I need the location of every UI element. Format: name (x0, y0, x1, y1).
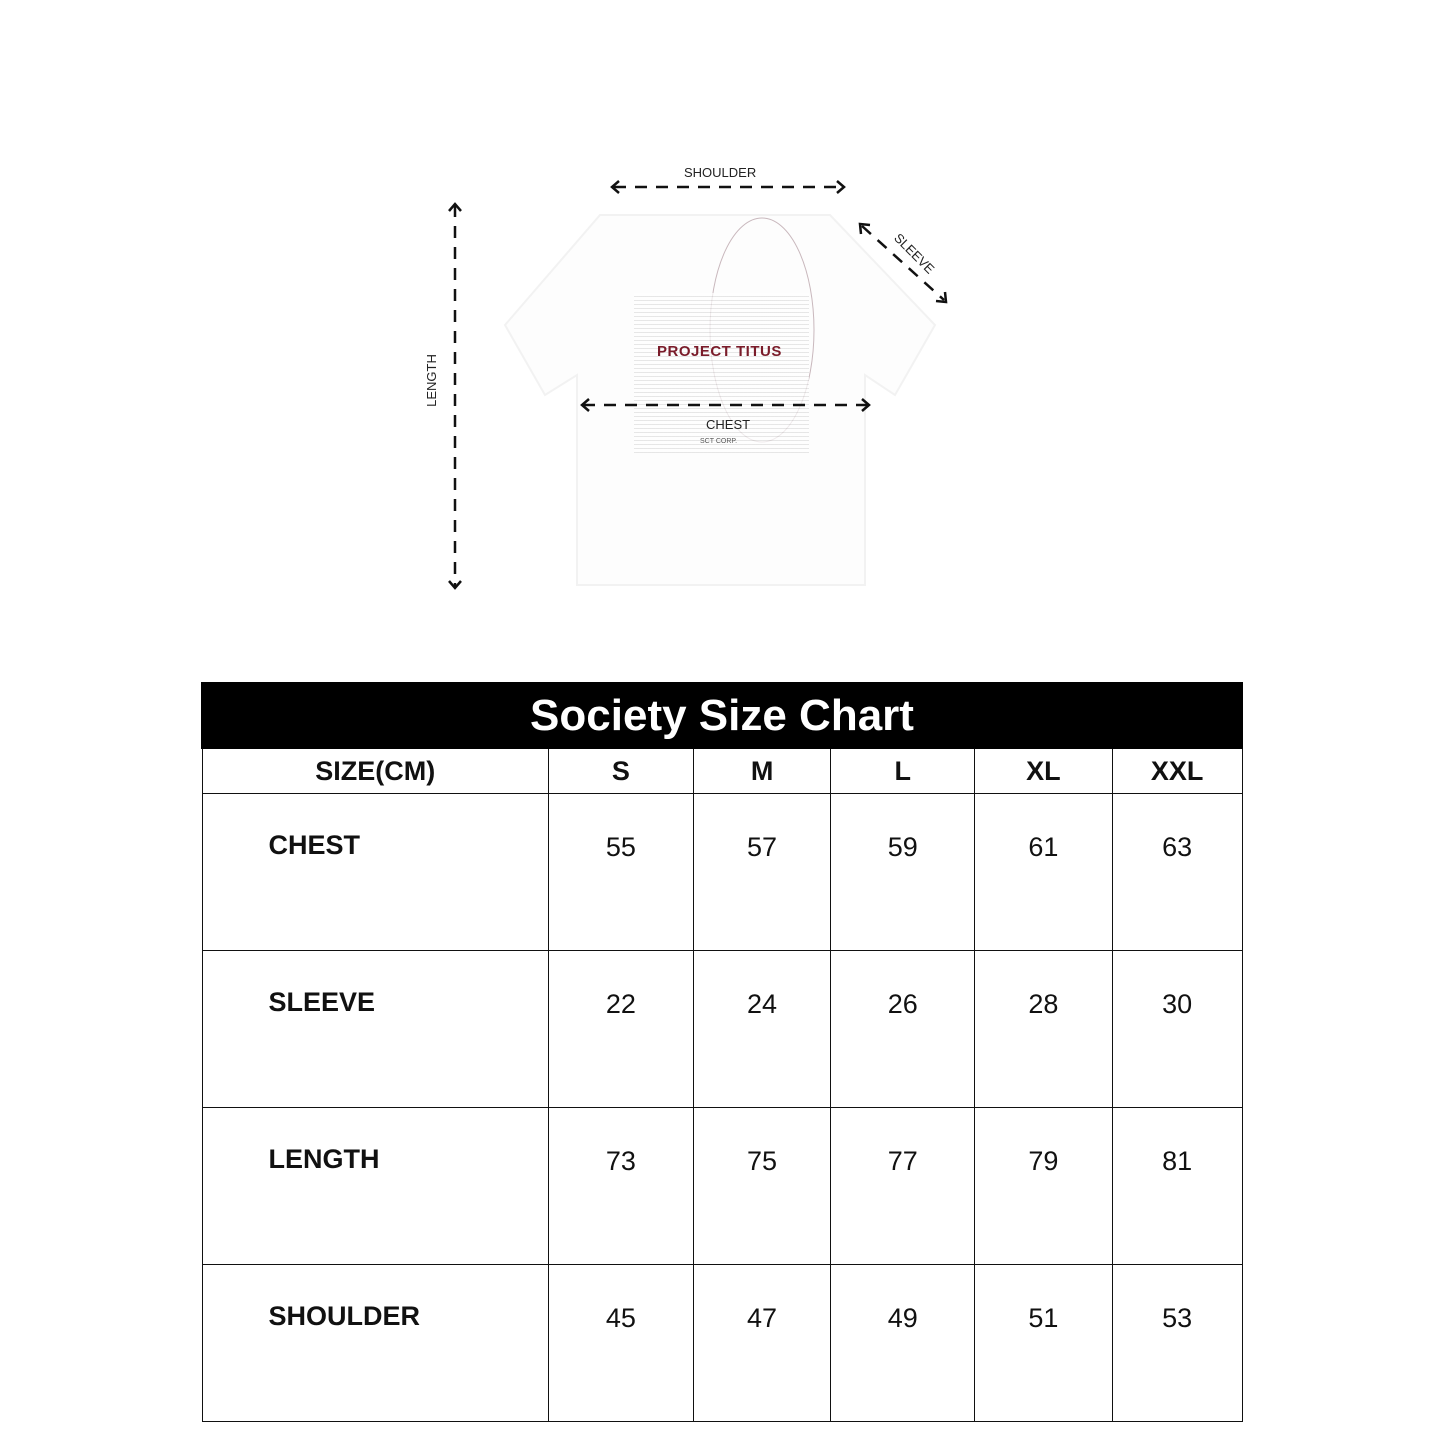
row-label: LENGTH (202, 1108, 549, 1265)
size-value: 75 (693, 1108, 831, 1265)
size-chart-table (201, 682, 1243, 1422)
chest-label: CHEST (706, 417, 751, 432)
print-title: PROJECT TITUS (657, 343, 782, 360)
size-value: 57 (693, 794, 831, 951)
header-xl: XL (975, 748, 1113, 794)
table-row (202, 1108, 1242, 1265)
size-value: 81 (1112, 1108, 1242, 1265)
size-value: 24 (693, 951, 831, 1108)
row-label: SHOULDER (202, 1265, 549, 1422)
header-l: L (831, 748, 975, 794)
size-value: 77 (831, 1108, 975, 1265)
size-value: 30 (1112, 951, 1242, 1108)
measurement-arrows (0, 0, 1445, 620)
header-s: S (549, 748, 694, 794)
size-value: 47 (693, 1265, 831, 1422)
row-label: SLEEVE (202, 951, 549, 1108)
size-value: 51 (975, 1265, 1113, 1422)
length-label: LENGTH (423, 354, 439, 407)
row-label: CHEST (202, 794, 549, 951)
size-value: 28 (975, 951, 1113, 1108)
table-row (202, 794, 1242, 951)
size-value: 59 (831, 794, 975, 951)
size-value: 55 (549, 794, 694, 951)
table-row (202, 1265, 1242, 1422)
size-value: 79 (975, 1108, 1113, 1265)
size-value: 26 (831, 951, 975, 1108)
header-xxl: XXL (1112, 748, 1242, 794)
size-value: 45 (549, 1265, 694, 1422)
size-value: 22 (549, 951, 694, 1108)
size-value: 53 (1112, 1265, 1242, 1422)
size-chart-title: Society Size Chart (202, 683, 1242, 748)
table-row (202, 951, 1242, 1108)
header-row (202, 748, 1242, 794)
print-logo: SCT CORP. (700, 438, 738, 445)
header-size: SIZE(CM) (202, 748, 549, 794)
size-value: 49 (831, 1265, 975, 1422)
sleeve-label: SLEEVE (891, 230, 938, 277)
size-value: 61 (975, 794, 1113, 951)
shoulder-label: SHOULDER (684, 165, 757, 180)
size-value: 73 (549, 1108, 694, 1265)
header-m: M (693, 748, 831, 794)
size-value: 63 (1112, 794, 1242, 951)
